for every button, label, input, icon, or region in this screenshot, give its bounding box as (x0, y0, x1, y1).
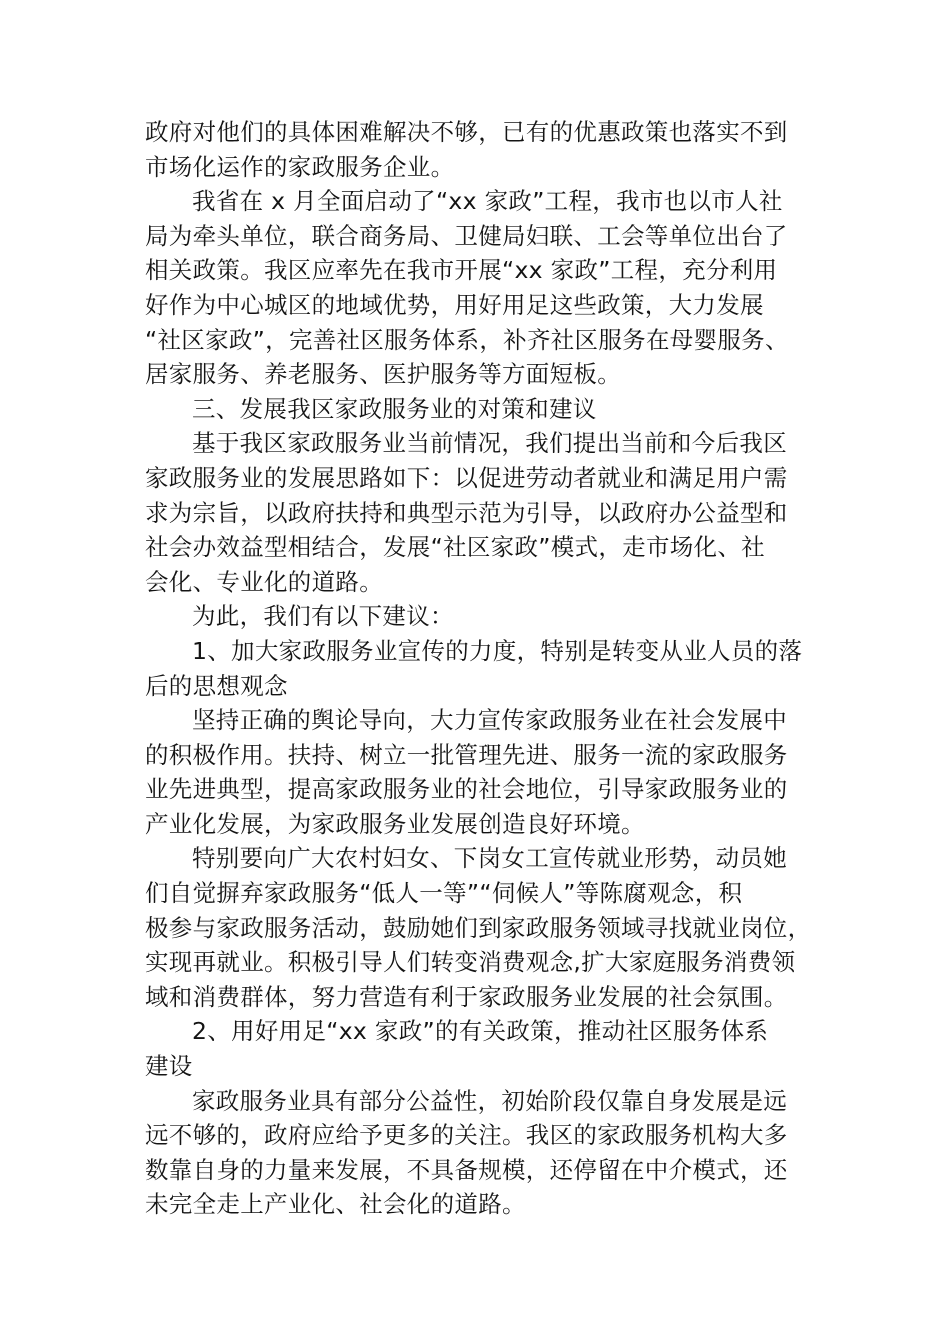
document-body (145, 115, 810, 1222)
text-line: 数靠自身的力量来发展，不具备规模，还停留在中介模式，还 (145, 1155, 788, 1184)
text-line: 市场化运作的家政服务企业。 (145, 152, 455, 181)
text-line: 家政服务业具有部分公益性，初始阶段仅靠自身发展是远 (192, 1086, 787, 1115)
text-line: 求为宗旨，以政府扶持和典型示范为引导，以政府办公益型和 (145, 498, 788, 527)
text-line: 基于我区家政服务业当前情况，我们提出当前和今后我区 (192, 429, 787, 458)
text-line: 未完全走上产业化、社会化的道路。 (145, 1190, 526, 1219)
text-line: 2、用好用足“xx 家政”的有关政策，推动社区服务体系 (192, 1017, 769, 1046)
text-line: 们自觉摒弃家政服务“低人一等”“伺候人”等陈腐观念，积 (145, 879, 743, 908)
text-line: 特别要向广大农村妇女、下岗女工宣传就业形势，动员她 (192, 844, 787, 873)
text-line: 社会办效益型相结合，发展“社区家政”模式，走市场化、社 (145, 533, 765, 562)
text-line: 三、发展我区家政服务业的对策和建议 (192, 394, 597, 423)
text-line: 家政服务业的发展思路如下：以促进劳动者就业和满足用户需 (145, 463, 788, 492)
text-line: 相关政策。我区应率先在我市开展“xx 家政”工程，充分利用 (145, 256, 778, 285)
text-line: 的积极作用。扶持、树立一批管理先进、服务一流的家政服务 (145, 740, 788, 769)
text-line: 1、加大家政服务业宣传的力度，特别是转变从业人员的落 (192, 636, 803, 665)
text-line: 建设 (145, 1052, 193, 1081)
text-line: 实现再就业。积极引导人们转变消费观念,扩大家庭服务消费领 (145, 948, 796, 977)
text-line: 我省在 x 月全面启动了“xx 家政”工程，我市也以市人社 (192, 187, 783, 216)
text-line: 业先进典型，提高家政服务业的社会地位，引导家政服务业的 (145, 775, 788, 804)
text-line: 远不够的，政府应给予更多的关注。我区的家政服务机构大多 (145, 1121, 788, 1150)
text-line: 产业化发展，为家政服务业发展创造良好环境。 (145, 809, 645, 838)
text-line: 后的思想观念 (145, 671, 288, 700)
text-line: 为此，我们有以下建议： (192, 602, 454, 631)
text-line: “社区家政”，完善社区服务体系，补齐社区服务在母婴服务、 (145, 325, 789, 354)
text-line: 好作为中心城区的地域优势，用好用足这些政策，大力发展 (145, 290, 764, 319)
text-line: 会化、专业化的道路。 (145, 567, 383, 596)
text-line: 域和消费群体，努力营造有利于家政服务业发展的社会氛围。 (145, 982, 788, 1011)
text-line: 政府对他们的具体困难解决不够，已有的优惠政策也落实不到 (145, 118, 788, 146)
text-line: 居家服务、养老服务、医护服务等方面短板。 (145, 360, 621, 389)
text-line: 极参与家政服务活动，鼓励她们到家政服务领域寻找就业岗位， (145, 913, 812, 942)
text-line: 局为牵头单位，联合商务局、卫健局妇联、工会等单位出台了 (145, 221, 788, 250)
text-line: 坚持正确的舆论导向，大力宣传家政服务业在社会发展中 (192, 706, 787, 735)
